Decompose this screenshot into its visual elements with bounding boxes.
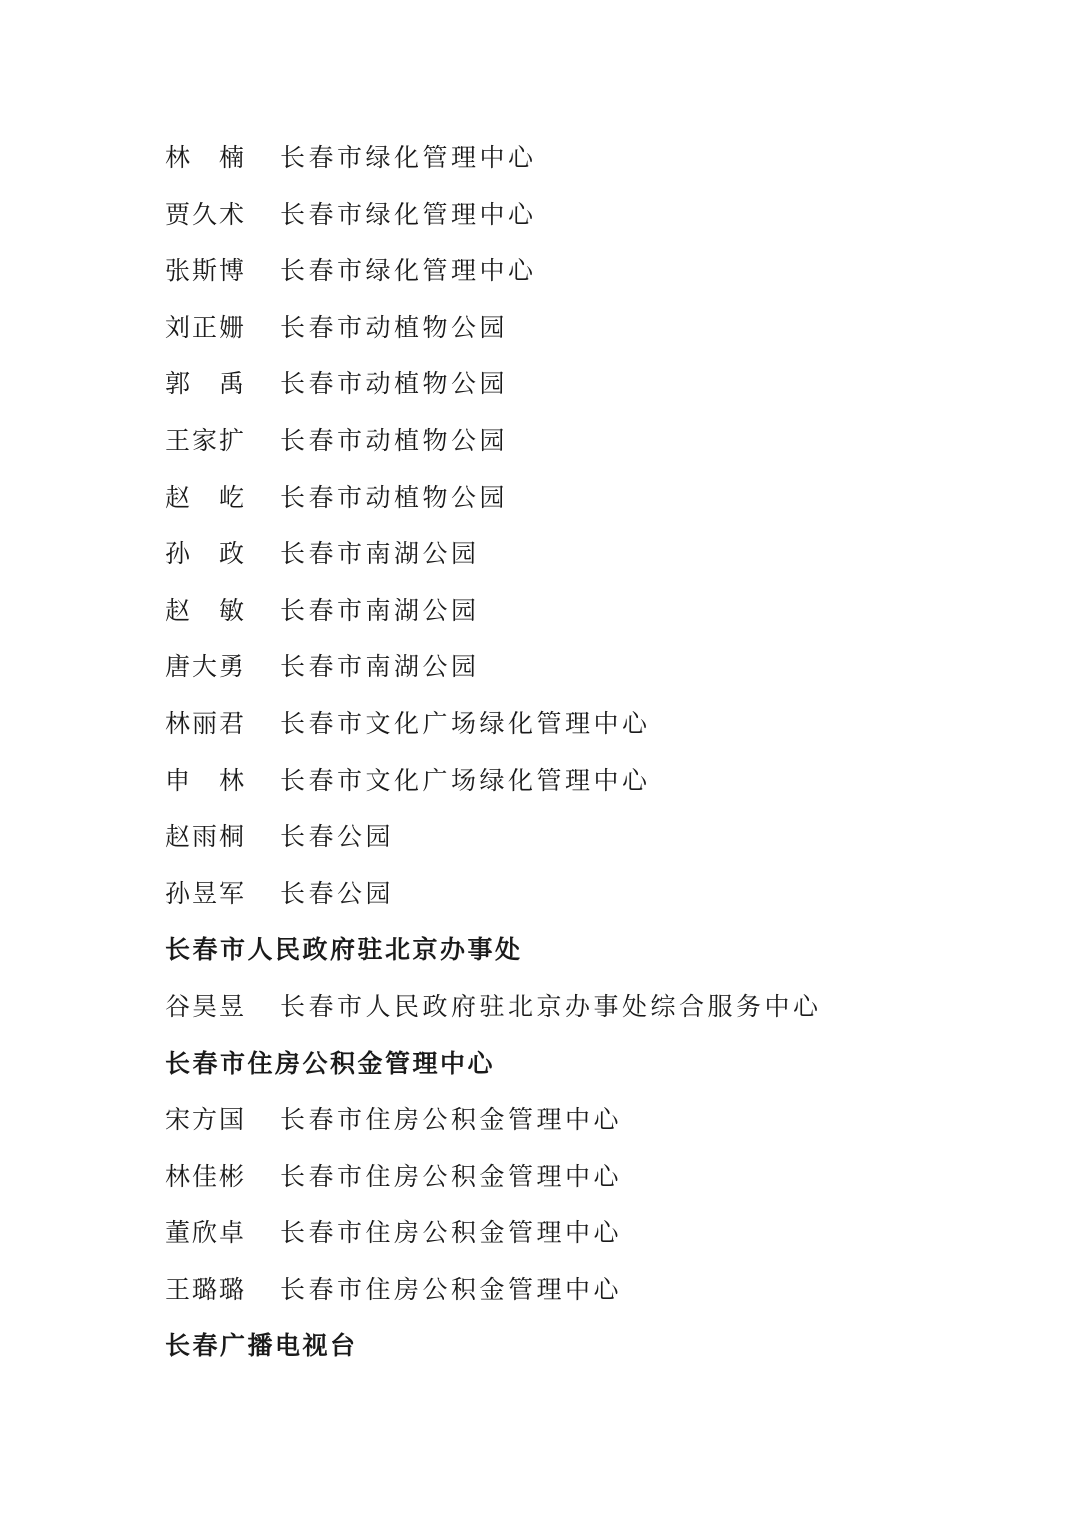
work-unit: 长春市动植物公园 bbox=[280, 425, 509, 455]
person-name: 王家扩 bbox=[165, 425, 247, 455]
work-unit: 长春市动植物公园 bbox=[280, 312, 509, 342]
work-unit: 长春市绿化管理中心 bbox=[280, 143, 537, 172]
person-name-char: 屹 bbox=[218, 482, 244, 512]
work-unit: 长春市南湖公园 bbox=[280, 595, 480, 625]
person-name-char: 申 bbox=[165, 765, 191, 795]
work-unit: 长春市住房公积金管理中心 bbox=[280, 1218, 623, 1248]
person-name bbox=[165, 470, 244, 527]
work-unit: 长春市住房公积金管理中心 bbox=[280, 1105, 623, 1135]
person-row bbox=[165, 1092, 985, 1149]
work-unit: 长春市动植物公园 bbox=[280, 482, 509, 512]
section-heading: 长春市人民政府驻北京办事处 bbox=[165, 935, 523, 965]
work-unit: 长春市文化广场绿化管理中心 bbox=[280, 708, 651, 738]
person-name-char: 政 bbox=[218, 539, 244, 569]
person-name bbox=[165, 356, 244, 413]
person-name bbox=[165, 526, 244, 583]
person-row bbox=[165, 866, 985, 923]
person-name-char: 敏 bbox=[218, 595, 244, 625]
person-row bbox=[165, 243, 985, 300]
person-name-char: 孙 bbox=[165, 539, 191, 569]
person-row bbox=[165, 1149, 985, 1206]
person-name: 董欣卓 bbox=[165, 1218, 247, 1248]
person-row bbox=[165, 696, 985, 753]
person-name bbox=[165, 130, 244, 187]
person-name: 谷昊昱 bbox=[165, 991, 247, 1021]
work-unit: 长春公园 bbox=[280, 822, 395, 852]
person-name: 孙昱军 bbox=[165, 878, 247, 908]
person-row bbox=[165, 526, 985, 583]
person-name-char: 楠 bbox=[218, 143, 244, 172]
person-name: 林佳彬 bbox=[165, 1161, 247, 1191]
person-name: 赵雨桐 bbox=[165, 822, 247, 852]
person-name: 王璐璐 bbox=[165, 1274, 247, 1304]
work-unit: 长春市住房公积金管理中心 bbox=[280, 1274, 623, 1304]
roster-list bbox=[165, 130, 985, 1375]
person-row bbox=[165, 809, 985, 866]
work-unit: 长春市动植物公园 bbox=[280, 369, 509, 399]
person-name: 宋方国 bbox=[165, 1105, 247, 1135]
person-name-char: 赵 bbox=[165, 482, 191, 512]
work-unit: 长春市南湖公园 bbox=[280, 652, 480, 682]
person-row bbox=[165, 130, 985, 187]
person-row bbox=[165, 413, 985, 470]
work-unit: 长春市人民政府驻北京办事处综合服务中心 bbox=[280, 991, 822, 1021]
section-heading: 长春广播电视台 bbox=[165, 1331, 358, 1361]
work-unit: 长春市文化广场绿化管理中心 bbox=[280, 765, 651, 795]
person-row bbox=[165, 583, 985, 640]
person-row bbox=[165, 1205, 985, 1262]
work-unit: 长春市南湖公园 bbox=[280, 539, 480, 569]
person-row bbox=[165, 356, 985, 413]
person-name-char: 林 bbox=[218, 765, 244, 795]
work-unit: 长春市绿化管理中心 bbox=[280, 199, 537, 229]
section-heading: 长春市住房公积金管理中心 bbox=[165, 1048, 496, 1078]
person-row bbox=[165, 300, 985, 357]
work-unit: 长春市绿化管理中心 bbox=[280, 256, 537, 286]
person-name: 贾久术 bbox=[165, 199, 247, 229]
person-name: 刘正姗 bbox=[165, 312, 247, 342]
person-row bbox=[165, 1262, 985, 1319]
person-row bbox=[165, 979, 985, 1036]
person-name-char: 赵 bbox=[165, 595, 191, 625]
person-name: 林丽君 bbox=[165, 708, 247, 738]
person-name bbox=[165, 583, 244, 640]
person-name-char: 林 bbox=[165, 143, 191, 172]
person-name-char: 郭 bbox=[165, 369, 191, 399]
person-row bbox=[165, 753, 985, 810]
person-name bbox=[165, 753, 244, 810]
person-row bbox=[165, 639, 985, 696]
work-unit: 长春市住房公积金管理中心 bbox=[280, 1161, 623, 1191]
person-row bbox=[165, 187, 985, 244]
person-row bbox=[165, 470, 985, 527]
person-name-char: 禹 bbox=[218, 369, 244, 399]
person-name: 唐大勇 bbox=[165, 652, 247, 682]
person-name: 张斯博 bbox=[165, 256, 247, 286]
work-unit: 长春公园 bbox=[280, 878, 395, 908]
